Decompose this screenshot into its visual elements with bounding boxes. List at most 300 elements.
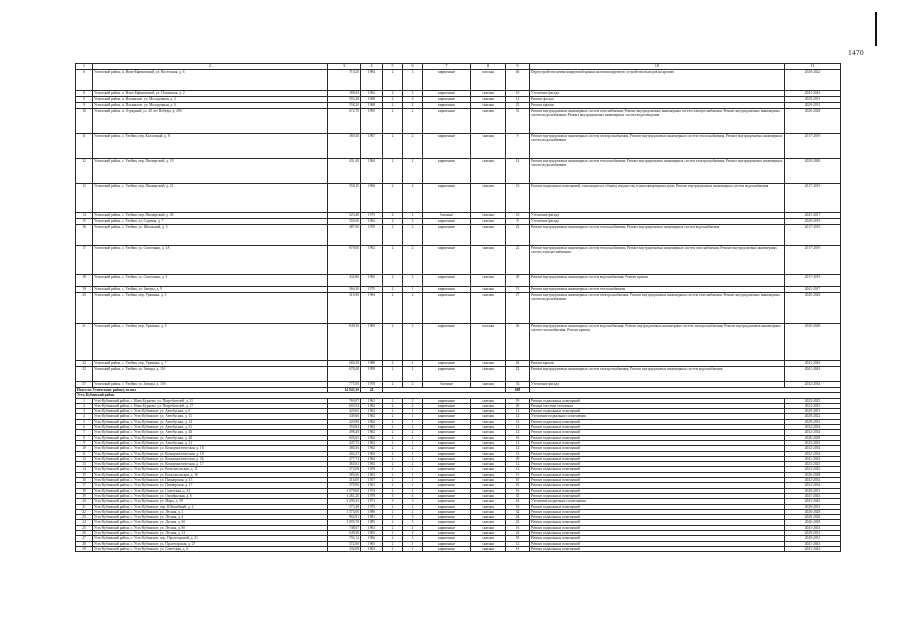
cell-period: 2041-2043 bbox=[785, 541, 841, 546]
cell-area: 962,91 bbox=[328, 515, 361, 520]
cell-material: кирпичные bbox=[423, 493, 471, 498]
cell-area: 420,99 bbox=[328, 419, 361, 424]
cell-material: кирпичные bbox=[423, 488, 471, 493]
cell-entrances: 3 bbox=[403, 70, 423, 91]
cell-works: Ремонт подвальных помещений bbox=[530, 440, 785, 445]
cell-year: 1989 bbox=[361, 361, 383, 367]
cell-num: 15 bbox=[76, 219, 93, 225]
total-label: Итого по Угличскому району, из них bbox=[76, 388, 328, 393]
cell-works: Утепление подвального помещения bbox=[530, 499, 785, 504]
cell-area: 402,27 bbox=[328, 451, 361, 456]
cell-works: Ремонт подвальных помещений bbox=[530, 520, 785, 525]
cell-num: 21 bbox=[76, 324, 93, 361]
cell-entrances: 2 bbox=[403, 382, 423, 388]
cell-year: 1985 bbox=[361, 324, 383, 361]
cell-roof: скатная bbox=[471, 409, 506, 414]
cell-num: 11 bbox=[76, 134, 93, 159]
cell-year: 1965 bbox=[361, 275, 383, 287]
cell-period: 2041-2017 bbox=[785, 213, 841, 219]
cell-entrances: 1 bbox=[403, 478, 423, 483]
cell-works: Ремонт подвальных помещений bbox=[530, 467, 785, 472]
cell-period: 2020-2028 bbox=[785, 293, 841, 324]
cell-material: кирпичные bbox=[423, 446, 471, 451]
cell-area: 380,56 bbox=[328, 446, 361, 451]
cell-works: Ремонт системы отопления bbox=[530, 403, 785, 408]
cell-floors: 2 bbox=[383, 109, 403, 134]
cell-year: 1984 bbox=[361, 159, 383, 184]
cell-period: 2041-2017 bbox=[785, 287, 841, 293]
cell-roof: скатная bbox=[471, 483, 506, 488]
cell-flats: 16 bbox=[506, 525, 530, 530]
cell-flats: 12 bbox=[506, 440, 530, 445]
edge-mark-bottom bbox=[875, 24, 877, 46]
cell-roof: скатная bbox=[471, 467, 506, 472]
cell-num: 2 bbox=[76, 403, 93, 408]
cell-entrances: 2 bbox=[403, 456, 423, 461]
table-row bbox=[76, 184, 841, 213]
cell-material: кирпичные bbox=[423, 293, 471, 324]
cell-material: кирпичные bbox=[423, 109, 471, 134]
cell-floors: 2 bbox=[383, 430, 403, 435]
cell-roof: скатная bbox=[471, 430, 506, 435]
cell-year: 1995 bbox=[361, 109, 383, 134]
cell-period: 2020-2040 bbox=[785, 159, 841, 184]
cell-period: 2029-2031 bbox=[785, 103, 841, 109]
cell-roof: скатная bbox=[471, 536, 506, 541]
cell-entrances: 3 bbox=[403, 520, 423, 525]
cell-roof: скатная bbox=[471, 531, 506, 536]
cell-area: 558,20 bbox=[328, 103, 361, 109]
cell-period: 2029-2031 bbox=[785, 504, 841, 509]
cell-num: 16 bbox=[76, 478, 93, 483]
cell-num: 27 bbox=[76, 536, 93, 541]
column-number-7: 7 bbox=[423, 64, 471, 70]
cell-num: 6 bbox=[76, 70, 93, 91]
cell-entrances: 2 bbox=[403, 367, 423, 382]
cell-material: кирпичные bbox=[423, 103, 471, 109]
cell-num: 21 bbox=[76, 504, 93, 509]
cell-num: 22 bbox=[76, 509, 93, 514]
cell-entrances: 1 bbox=[403, 440, 423, 445]
cell-address: Усть-Кубинский район, с. Усть-Кубинское, ул. Коммунистическая, д. 36 bbox=[93, 456, 328, 461]
cell-year: 1971 bbox=[361, 499, 383, 504]
cell-period: 2032-2034 bbox=[785, 425, 841, 430]
cell-roof: скатная bbox=[471, 504, 506, 509]
cell-roof: скатная bbox=[471, 541, 506, 546]
cell-flats: 16 bbox=[506, 504, 530, 509]
cell-num: 18 bbox=[76, 488, 93, 493]
cell-flats: 12 bbox=[506, 419, 530, 424]
cell-flats: 30 bbox=[506, 275, 530, 287]
cell-material: кирпичные bbox=[423, 324, 471, 361]
cell-floors: 2 bbox=[383, 419, 403, 424]
cell-entrances: 2 bbox=[403, 446, 423, 451]
cell-address: Угличский район, с. Улейма, ул. Спасенная, д. 1А bbox=[93, 246, 328, 275]
cell-material: кирпичные bbox=[423, 472, 471, 477]
cell-works: Ремонт подвальных помещений bbox=[530, 398, 785, 403]
cell-area: 369,30 bbox=[328, 134, 361, 159]
cell-flats: 12 bbox=[506, 409, 530, 414]
cell-entrances: 2 bbox=[403, 536, 423, 541]
cell-flats: 12 bbox=[506, 462, 530, 467]
cell-year: 1975 bbox=[361, 504, 383, 509]
cell-area: 710,20 bbox=[328, 70, 361, 91]
cell-roof: скатная bbox=[471, 246, 506, 275]
cell-entrances: 2 bbox=[403, 109, 423, 134]
cell-material: кирпичные bbox=[423, 515, 471, 520]
cell-area: 879,00 bbox=[328, 246, 361, 275]
cell-entrances: 1 bbox=[403, 546, 423, 551]
cell-material: кирпичные bbox=[423, 361, 471, 367]
cell-num: 26 bbox=[76, 531, 93, 536]
cell-address: Усть-Кубинский район, с. Усть-Кубинское, ул. Советская, д. 6 bbox=[93, 546, 328, 551]
cell-works: Ремонт подвальных помещений bbox=[530, 419, 785, 424]
cell-entrances: 3 bbox=[403, 324, 423, 361]
cell-entrances: 2 bbox=[403, 509, 423, 514]
cell-address: Усть-Кубинский район, с. Усть-Кубинское, ул. Советская, д. 34 bbox=[93, 488, 328, 493]
cell-period: 2032-2034 bbox=[785, 483, 841, 488]
cell-entrances: 2 bbox=[403, 159, 423, 184]
cell-flats: 24 bbox=[506, 499, 530, 504]
cell-period: 2041-2043 bbox=[785, 367, 841, 382]
cell-num: 37 bbox=[76, 382, 93, 388]
cell-floors: 3 bbox=[383, 493, 403, 498]
cell-floors: 2 bbox=[383, 403, 403, 408]
cell-period: 2032-2034 bbox=[785, 382, 841, 388]
cell-material: кирпичные bbox=[423, 403, 471, 408]
cell-flats: 16 bbox=[506, 91, 530, 97]
cell-address: Усть-Кубинский район, с. Усть-Кубинское, ул. Автобусная, д. 26 bbox=[93, 430, 328, 435]
cell-num: 9 bbox=[76, 440, 93, 445]
cell-year: 1979 bbox=[361, 493, 383, 498]
cell-works: Ремонт подвальных помещений bbox=[530, 430, 785, 435]
cell-address: Угличский район, с. Улейма, пер. Пионерский, д. 21 bbox=[93, 184, 328, 213]
cell-material: кирпичные bbox=[423, 440, 471, 445]
cell-entrances: 2 bbox=[403, 398, 423, 403]
cell-period: 2017-2019 bbox=[785, 246, 841, 275]
cell-area: 372,68 bbox=[328, 467, 361, 472]
cell-address: Угличский район, п. Ново-Ефимовский, ул. Восточная, д. 6 bbox=[93, 70, 328, 91]
cell-year: 1981 bbox=[361, 515, 383, 520]
cell-works: Ремонт внутридомовых инженерных систем электроснабжения; Ремонт внутридомовых инженерных систем водоснабжения bbox=[530, 367, 785, 382]
cell-address: Усть-Кубинский район, с. Усть-Кубинское, ул. Автобусная, д. 6 bbox=[93, 409, 328, 414]
cell-roof: скатная bbox=[471, 159, 506, 184]
cell-period: 2026-2028 bbox=[785, 109, 841, 134]
cell-works: Ремонт внутридомовых инженерных систем теплоснабжения; Ремонт внутридомовых инженерных систем водоснабжения bbox=[530, 225, 785, 246]
cell-period: 2032-2034 bbox=[785, 478, 841, 483]
cell-roof: скатная bbox=[471, 219, 506, 225]
cell-floors: 2 bbox=[383, 324, 403, 361]
column-number-8: 8 bbox=[471, 64, 506, 70]
table-row bbox=[76, 134, 841, 159]
cell-address: Угличский район, п. Ильинское, ул. Молодежная, д. 2 bbox=[93, 97, 328, 103]
cell-address: Усть-Кубинский район, с. Усть-Кубинское, пер. Юбилейный, д. 2 bbox=[93, 504, 328, 509]
cell-floors: 2 bbox=[383, 91, 403, 97]
cell-year: 1984 bbox=[361, 293, 383, 324]
cell-address: Угличский район, с. Улейма, ул. Заводы, д. 15б bbox=[93, 382, 328, 388]
cell-address: Угличский район, п. Ильинское, ул. Молодежная, д. 6 bbox=[93, 103, 328, 109]
cell-flats: 13 bbox=[506, 287, 530, 293]
cell-area: 849,30 bbox=[328, 324, 361, 361]
cell-works: Ремонт подвальных помещений bbox=[530, 546, 785, 551]
column-number-9: 9 bbox=[506, 64, 530, 70]
cell-address: Угличский район, с. Улейма, ул. Заводы, д. 11б bbox=[93, 367, 328, 382]
total-count: 24 bbox=[361, 388, 383, 393]
cell-flats: 8 bbox=[506, 219, 530, 225]
cell-area: 678,40 bbox=[328, 367, 361, 382]
cell-year: 1962 bbox=[361, 219, 383, 225]
cell-period: 2029-2031 bbox=[785, 409, 841, 414]
cell-area: 447,75 bbox=[328, 440, 361, 445]
cell-roof: скатная bbox=[471, 499, 506, 504]
cell-flats: 19 bbox=[506, 398, 530, 403]
cell-floors: 2 bbox=[383, 451, 403, 456]
cell-floors: 2 bbox=[383, 70, 403, 91]
cell-year: 1963 bbox=[361, 525, 383, 530]
table-row bbox=[76, 367, 841, 382]
cell-address: Угличский район, п. Ново-Ефимовский, ул. Полянская, д. 2 bbox=[93, 91, 328, 97]
cell-flats: 44 bbox=[506, 361, 530, 367]
cell-floors: 2 bbox=[383, 184, 403, 213]
cell-address: Усть-Кубинский район, с. Усть-Кубинское, ул. Комсомольская, д. 16 bbox=[93, 472, 328, 477]
cell-material: кирпичные bbox=[423, 541, 471, 546]
cell-roof: скатная bbox=[471, 361, 506, 367]
cell-roof: скатная bbox=[471, 472, 506, 477]
cell-num: 14 bbox=[76, 213, 93, 219]
cell-roof: скатная bbox=[471, 451, 506, 456]
cell-floors: 2 bbox=[383, 483, 403, 488]
cell-flats: 9 bbox=[506, 134, 530, 159]
cell-roof: скатная bbox=[471, 446, 506, 451]
cell-address: Усть-Кубинский район, с. Усть-Кубинское, ул. Лесная, д. 6б bbox=[93, 520, 328, 525]
cell-period: 2029-2031 bbox=[785, 536, 841, 541]
cell-period: 2041-2043 bbox=[785, 546, 841, 551]
cell-entrances: 2 bbox=[403, 184, 423, 213]
cell-flats: 26 bbox=[506, 324, 530, 361]
cell-address: Усть-Кубинский район, с. Усть-Кубинское, ул. Мира, д. 30 bbox=[93, 499, 328, 504]
cell-floors: 3 bbox=[383, 499, 403, 504]
cell-entrances: 2 bbox=[403, 134, 423, 159]
cell-num: 13 bbox=[76, 462, 93, 467]
cell-floors: 2 bbox=[383, 225, 403, 246]
cell-material: кирпичные bbox=[423, 425, 471, 430]
cell-works: Ремонт подвальных помещений bbox=[530, 509, 785, 514]
cell-entrances: 3 bbox=[403, 499, 423, 504]
cell-year: 1963 bbox=[361, 425, 383, 430]
column-number-5: 5 bbox=[383, 64, 403, 70]
cell-flats: 12 bbox=[506, 414, 530, 419]
cell-flats: 14 bbox=[506, 159, 530, 184]
cell-material: кирпичные bbox=[423, 246, 471, 275]
cell-area: 388,45 bbox=[328, 91, 361, 97]
cell-area: 1 095,70 bbox=[328, 520, 361, 525]
cell-period: 2026-2028 bbox=[785, 520, 841, 525]
cell-year: 1985 bbox=[361, 520, 383, 525]
cell-floors: 2 bbox=[383, 382, 403, 388]
cell-address: Усть-Кубинский район, с. Усть-Кубинское, ул. Автобусная, д. 31 bbox=[93, 440, 328, 445]
cell-flats: 10 bbox=[506, 184, 530, 213]
cell-entrances: 2 bbox=[403, 430, 423, 435]
cell-address: Усть-Кубинский район, с. Ново-Бурково, ул. Потребителей, д. 11 bbox=[93, 398, 328, 403]
cell-area: 366,30 bbox=[328, 287, 361, 293]
cell-floors: 2 bbox=[383, 287, 403, 293]
cell-area: 477,73 bbox=[328, 456, 361, 461]
cell-year: 1961 bbox=[361, 483, 383, 488]
cell-num: 23 bbox=[76, 515, 93, 520]
cell-num: 6 bbox=[76, 425, 93, 430]
cell-entrances: 2 bbox=[403, 219, 423, 225]
cell-roof: плоская bbox=[471, 324, 506, 361]
column-number-2: 2 bbox=[93, 64, 328, 70]
cell-entrances: 1 bbox=[403, 541, 423, 546]
table-row bbox=[76, 546, 841, 551]
cell-period: 2023-2025 bbox=[785, 467, 841, 472]
cell-period: 2020-2022 bbox=[785, 414, 841, 419]
cell-entrances: 2 bbox=[403, 488, 423, 493]
cell-year: 1961 bbox=[361, 398, 383, 403]
cell-num: 3 bbox=[76, 409, 93, 414]
cell-period: 2020-2028 bbox=[785, 324, 841, 361]
cell-floors: 2 bbox=[383, 414, 403, 419]
cell-works: Ремонт подвальных помещений bbox=[530, 446, 785, 451]
cell-works: Ремонт подвальных помещений bbox=[530, 515, 785, 520]
cell-flats: 12 bbox=[506, 446, 530, 451]
cell-year: 1963 bbox=[361, 451, 383, 456]
cell-num: 14 bbox=[76, 467, 93, 472]
cell-works: Ремонт подвальных помещений bbox=[530, 478, 785, 483]
cell-flats: 24 bbox=[506, 531, 530, 536]
cell-entrances: 1 bbox=[403, 414, 423, 419]
edge-mark-top bbox=[875, 12, 877, 24]
cell-num: 12 bbox=[76, 159, 93, 184]
cell-roof: скатная bbox=[471, 419, 506, 424]
cell-entrances: 1 bbox=[403, 213, 423, 219]
cell-flats: 24 bbox=[506, 520, 530, 525]
cell-floors: 2 bbox=[383, 509, 403, 514]
cell-works: Ремонт подвальных помещений bbox=[530, 483, 785, 488]
cell-material: кирпичные bbox=[423, 419, 471, 424]
cell-works: Ремонт внутридомовых инженерных систем газоснабжения; Ремонт внутридомовых инженерных систем электроснабжения; Ремонт внутридомовых инженерных систем водоснабжения; Ремонт внутридомовых инженерных систем водоотведения bbox=[530, 109, 785, 134]
cell-works: Ремонт подвальных помещений bbox=[530, 425, 785, 430]
cell-flats: 12 bbox=[506, 451, 530, 456]
cell-works: Ремонт подвальных помещений, относящихся к общему имуществу в многоквартирном доме; Ремонт внутридомовых инженерных систем водоснабжения bbox=[530, 184, 785, 213]
cell-works: Утепление фасада bbox=[530, 382, 785, 388]
cell-works: Ремонт подвальных помещений bbox=[530, 472, 785, 477]
cell-material: блочные bbox=[423, 382, 471, 388]
cell-year: 1975 bbox=[361, 213, 383, 219]
cell-num: 9 bbox=[76, 103, 93, 109]
cell-area: 372,00 bbox=[328, 541, 361, 546]
cell-flats: 12 bbox=[506, 97, 530, 103]
cell-roof: скатная bbox=[471, 103, 506, 109]
cell-year: 1962 bbox=[361, 435, 383, 440]
cell-num: 24 bbox=[76, 520, 93, 525]
cell-floors: 2 bbox=[383, 462, 403, 467]
cell-area: 1 290,33 bbox=[328, 499, 361, 504]
cell-period: 2041-2043 bbox=[785, 499, 841, 504]
cell-material: кирпичные bbox=[423, 509, 471, 514]
cell-area: 605,65 bbox=[328, 435, 361, 440]
cell-area: 702,12 bbox=[328, 536, 361, 541]
cell-material: кирпичные bbox=[423, 219, 471, 225]
cell-material: кирпичные bbox=[423, 435, 471, 440]
cell-entrances: 2 bbox=[403, 246, 423, 275]
cell-year: 1962 bbox=[361, 414, 383, 419]
cell-entrances: 2 bbox=[403, 91, 423, 97]
cell-roof: скатная bbox=[471, 488, 506, 493]
cell-address: Усть-Кубинский район, с. Ново-Бурково, ул. Потребителей, д. 17 bbox=[93, 403, 328, 408]
cell-address: Усть-Кубинский район, с. Усть-Кубинское, ул. Лесная, д. 2 bbox=[93, 509, 328, 514]
cell-material: кирпичные bbox=[423, 504, 471, 509]
cell-works: Ремонт внутридомовых инженерных систем водоснабжения; Ремонт внутридомовых инженерных систем электроснабжения; Ремонт внутридомовых инженерных систем газоснабжения; Ремонт крыши bbox=[530, 324, 785, 361]
cell-works: Ремонт подвальных помещений bbox=[530, 531, 785, 536]
cell-area: 498,49 bbox=[328, 430, 361, 435]
cell-material: кирпичные bbox=[423, 97, 471, 103]
cell-material: кирпичные bbox=[423, 134, 471, 159]
cell-year: 1968 bbox=[361, 97, 383, 103]
cell-year: 1959 bbox=[361, 467, 383, 472]
cell-num: 12 bbox=[76, 456, 93, 461]
cell-year: 1962 bbox=[361, 430, 383, 435]
cell-roof: скатная bbox=[471, 382, 506, 388]
cell-floors: 2 bbox=[383, 446, 403, 451]
cell-address: Усть-Кубинский район, с. Усть-Кубинское, ул. Пионерская, д. 17 bbox=[93, 483, 328, 488]
cell-material: кирпичные bbox=[423, 483, 471, 488]
cell-flats: 14 bbox=[506, 546, 530, 551]
cell-address: Угличский район, с. Улейма, ул. Спасенная, д. 3 bbox=[93, 275, 328, 287]
cell-material: кирпичные bbox=[423, 462, 471, 467]
table-row bbox=[76, 109, 841, 134]
column-number-10: 10 bbox=[530, 64, 785, 70]
cell-address: Усть-Кубинский район, с. Усть-Кубинское, ул. Лесная, д. 8б bbox=[93, 525, 328, 530]
cell-address: Усть-Кубинский район, с. Усть-Кубинское, ул. Пролетарская, д. 27 bbox=[93, 541, 328, 546]
cell-area: 648,30 bbox=[328, 531, 361, 536]
cell-area: 431,40 bbox=[328, 159, 361, 184]
cell-roof: скатная bbox=[471, 425, 506, 430]
cell-period: 2041-2043 bbox=[785, 91, 841, 97]
cell-floors: 2 bbox=[383, 159, 403, 184]
cell-period: 2029-2031 bbox=[785, 419, 841, 424]
cell-entrances: 1 bbox=[403, 472, 423, 477]
cell-num: 18 bbox=[76, 275, 93, 287]
cell-flats: 10 bbox=[506, 483, 530, 488]
cell-flats: 22 bbox=[506, 367, 530, 382]
cell-num: 20 bbox=[76, 293, 93, 324]
cell-entrances: 1 bbox=[403, 409, 423, 414]
cell-material: блочные bbox=[423, 213, 471, 219]
cell-address: Усть-Кубинский район, с. Усть-Кубинское, ул. Коммунистическая, д. 18 bbox=[93, 451, 328, 456]
cell-entrances: 2 bbox=[403, 425, 423, 430]
cell-num: 9 bbox=[76, 97, 93, 103]
cell-roof: скатная bbox=[471, 134, 506, 159]
table-row bbox=[76, 70, 841, 91]
cell-year: 1964 bbox=[361, 456, 383, 461]
cell-year: 1966 bbox=[361, 184, 383, 213]
cell-flats: 31 bbox=[506, 109, 530, 134]
cell-flats: 22 bbox=[506, 246, 530, 275]
cell-entrances: 2 bbox=[403, 103, 423, 109]
cell-num: 23 bbox=[76, 367, 93, 382]
cell-year: 1962 bbox=[361, 409, 383, 414]
cell-year: 1962 bbox=[361, 440, 383, 445]
cell-num: 28 bbox=[76, 541, 93, 546]
cell-period: 2041-2043 bbox=[785, 493, 841, 498]
cell-roof: скатная bbox=[471, 213, 506, 219]
cell-address: Усть-Кубинский район, с. Усть-Кубинское, ул. Лесная, д. 12 bbox=[93, 531, 328, 536]
cell-period: 2023-2025 bbox=[785, 462, 841, 467]
cell-roof: скатная bbox=[471, 293, 506, 324]
cell-year: 1968 bbox=[361, 103, 383, 109]
